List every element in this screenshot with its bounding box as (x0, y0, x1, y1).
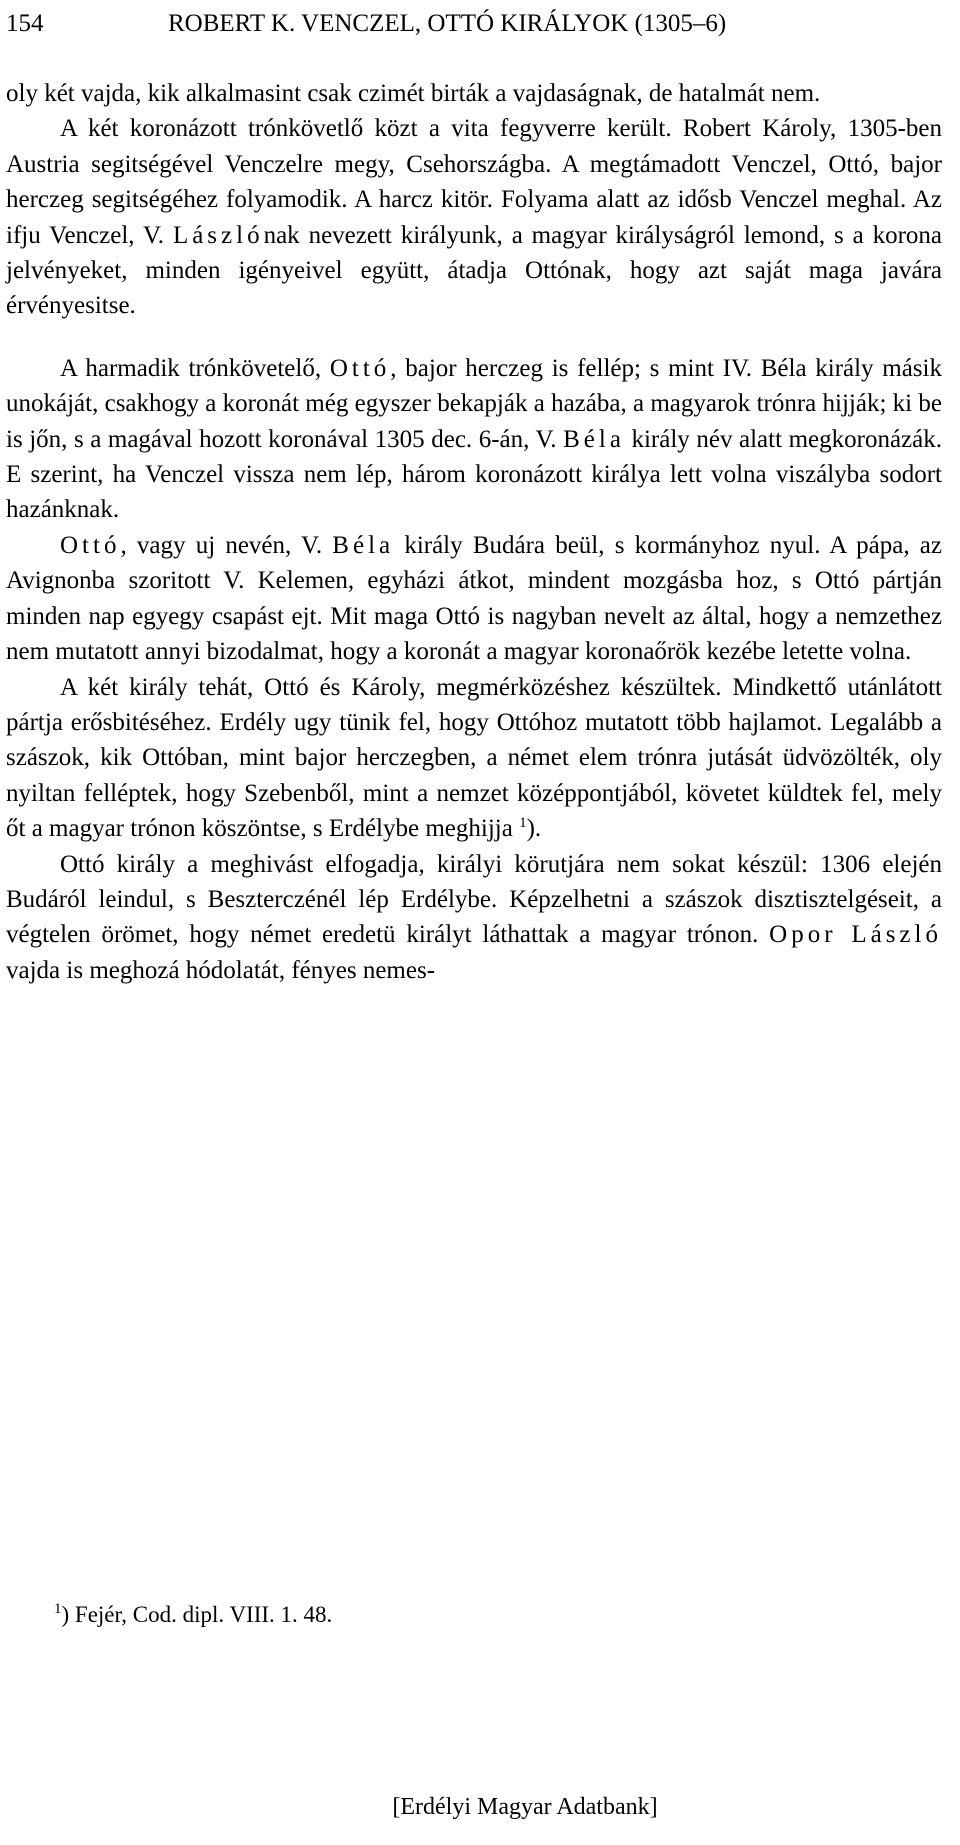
paragraph-1: oly két vajda, kik alkalmasint csak czimét birták a vajdaságnak, de hatalmát nem. (6, 80, 821, 107)
spaced-name: Béla (563, 425, 625, 453)
spaced-name: Ottó (60, 531, 121, 559)
running-head: ROBERT K. VENCZEL, OTTÓ KIRÁLYOK (1305–6) (168, 10, 727, 37)
body-text (6, 76, 942, 988)
page-header (6, 8, 946, 40)
paragraph-3: A harmadik trónkövetelő, Ottó, bajor herczeg is fellép; s mint IV. Béla király másik unokáját, csakhogy a koronát még egyszer bekapják a hazába, a magyarok trónra hijják; ki be is jőn, s a magával hozott koronával 1305 dec. 6-án, V. Béla király név alatt megkoronázák. E szerint, ha Venczel vissza nem lép, három koronázott királya lett volna viszályba sodort hazánknak. (6, 354, 942, 524)
paragraph-6: Ottó király a meghivást elfogadja, királyi körutjára nem sokat készül: 1306 elején Budáról leindul, s Beszterczénél lép Erdélybe. Képzelhetni a szászok disztisztelgéseit, a végtelen örömet, hogy német eredetü királyt láthattak a magyar trónon. Opor László vajda is meghozá hódolatát, fényes nemes- (6, 850, 942, 984)
footnote-text: ) Fejér, Cod. dipl. VIII. 1. 48. (61, 1602, 333, 1627)
paragraph-5: A két király tehát, Ottó és Károly, megmérközéshez készültek. Mindkettő utánlátott pártja erősbitéséhez. Erdély ugy tünik fel, hogy Ottóhoz mutatott több hajlamot. Legalább a szászok, kik Ottóban, mint bajor herczegben, a német elem trónra jutását üdvözölték, oly nyiltan felléptek, hogy Szebenből, mint a nemzet középpontjából, követet küldtek fel, mely őt a magyar trónon köszöntse, s Erdélybe meghijja $^1$). (6, 673, 942, 843)
spaced-name: Opor László (769, 921, 942, 949)
footnote-reference: 1 (519, 815, 527, 832)
spaced-name: Béla (332, 531, 395, 559)
spaced-name: László (172, 221, 264, 249)
spaced-name: Ottó (329, 354, 391, 382)
paragraph-2: A két koronázott trónkövetlő közt a vita fegyverre került. Robert Károly, 1305-ben Austria segitségével Venczelre megy, Csehországba. A megtámadott Venczel, Ottó, bajor herczeg segitségéhez folyamodik. A harcz kitör. Folyama alatt az idősb Venczel meghal. Az ifju Venczel, V. Lászlónak nevezett királyunk, a magyar királyságról lemond, s a korona jelvényeket, minden igényeivel együtt, átadja Ottónak, hogy azt saját maga javára érvényesitse. (6, 115, 942, 320)
page-number: 154 (6, 10, 44, 37)
paragraph-4: Ottó, vagy uj nevén, V. Béla király Budára beül, s kormányhoz nyul. A pápa, az Avignonba szoritott V. Kelemen, egyházi átkot, mindent mozgásba hoz, s Ottó pártján minden nap egyegy csapást ejt. Mit maga Ottó is nagyban nevelt az által, hogy a nemzethez nem mutatott annyi bizodalmat, hogy a koronát a magyar koronaőrök kezébe letette volna. (6, 531, 942, 666)
page-footer: [Erdélyi Magyar Adatbank] (392, 1794, 658, 1820)
footnote (54, 1600, 332, 1630)
footnote-mark: 1 (54, 1601, 62, 1617)
